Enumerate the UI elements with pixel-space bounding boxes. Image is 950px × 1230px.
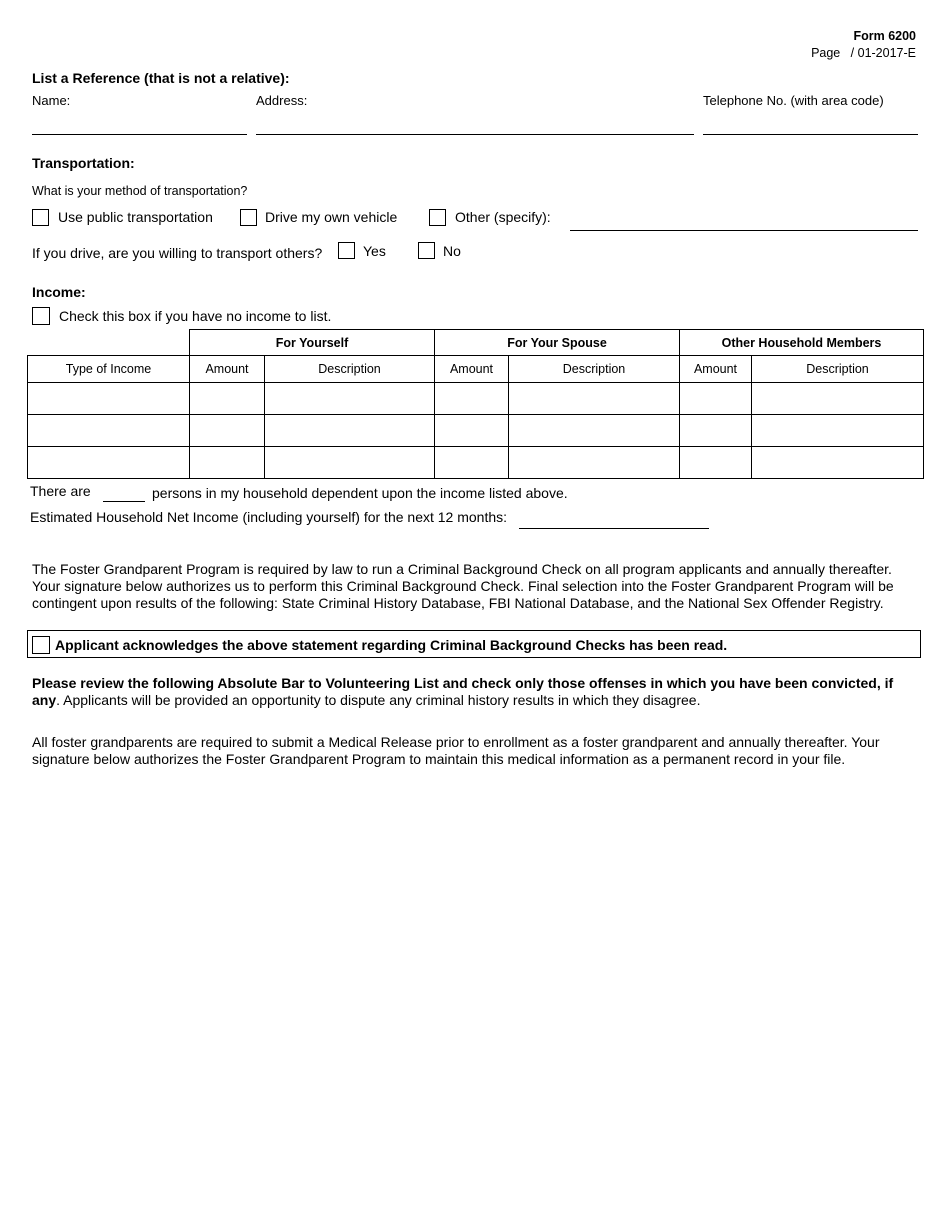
income-table (27, 329, 924, 479)
column-header-type: Type of Income (28, 356, 190, 383)
group-header-yourself: For Yourself (190, 330, 435, 356)
dependents-label-after: persons in my household dependent upon the income listed above. (152, 485, 568, 501)
table-cell[interactable] (190, 447, 265, 479)
medical-release-paragraph: All foster grandparents are required to submit a Medical Release prior to enrollment as a foster grandparent and annually thereafter. Your signature below authorizes the Foster Grandparent Program to maintain this medical information as a permanent record in your file. (32, 734, 880, 767)
no-income-label: Check this box if you have no income to list. (59, 308, 332, 324)
absolute-bar-instruction: Please review the following Absolute Bar to Volunteering List and check only those offenses in which you have been convicted, if any (32, 675, 894, 708)
no-income-checkbox[interactable] (32, 307, 50, 325)
column-header-description: Description (752, 356, 924, 383)
table-cell[interactable] (680, 447, 752, 479)
table-cell[interactable] (435, 383, 509, 415)
net-income-field[interactable] (519, 528, 709, 529)
table-cell[interactable] (752, 383, 924, 415)
other-transport-label: Other (specify): (455, 209, 551, 225)
column-header-amount: Amount (435, 356, 509, 383)
table-cell[interactable] (752, 447, 924, 479)
reference-name-label: Name: (32, 93, 71, 108)
table-row (28, 383, 924, 415)
table-cell[interactable] (265, 447, 435, 479)
transport-others-question: If you drive, are you willing to transport others? (32, 245, 323, 261)
background-check-paragraph: The Foster Grandparent Program is required by law to run a Criminal Background Check on all program applicants and annually thereafter. Your signature below authorizes us to perform this Criminal Background Check. Final selection into the Foster Grandparent Program will be contingent upon results of the following: State Criminal History Database, FBI National Database, and the National Sex Offender Registry. (32, 561, 894, 611)
group-header-spouse: For Your Spouse (435, 330, 680, 356)
column-header-amount: Amount (190, 356, 265, 383)
public-transportation-checkbox[interactable] (32, 209, 49, 226)
transport-yes-label: Yes (363, 243, 386, 259)
table-cell[interactable] (680, 383, 752, 415)
public-transportation-label: Use public transportation (58, 209, 213, 225)
reference-address-label: Address: (256, 93, 308, 108)
table-cell[interactable] (435, 447, 509, 479)
absolute-bar-paragraph (32, 675, 912, 709)
table-cell[interactable] (509, 383, 680, 415)
acknowledgement-checkbox[interactable] (32, 636, 50, 654)
income-heading: Income: (32, 284, 86, 300)
reference-phone-label: Telephone No. (with area code) (703, 93, 884, 108)
column-header-amount: Amount (680, 356, 752, 383)
table-corner (28, 330, 190, 356)
transport-yes-checkbox[interactable] (338, 242, 355, 259)
transport-no-label: No (443, 243, 461, 259)
dependents-label-before: There are (30, 483, 91, 499)
table-cell[interactable] (509, 447, 680, 479)
column-header-description: Description (509, 356, 680, 383)
transport-no-checkbox[interactable] (418, 242, 435, 259)
own-vehicle-checkbox[interactable] (240, 209, 257, 226)
net-income-label: Estimated Household Net Income (including yourself) for the next 12 months: (30, 509, 508, 525)
transportation-question: What is your method of transportation? (32, 184, 248, 198)
table-row (28, 415, 924, 447)
table-cell[interactable] (680, 415, 752, 447)
column-header-description: Description (265, 356, 435, 383)
table-cell[interactable] (190, 415, 265, 447)
group-header-household: Other Household Members (680, 330, 924, 356)
other-transport-field[interactable] (570, 230, 918, 231)
table-cell[interactable] (28, 383, 190, 415)
table-cell[interactable] (435, 415, 509, 447)
absolute-bar-note: . Applicants will be provided an opportunity to dispute any criminal history results in which they disagree. (56, 692, 701, 708)
page-number: Page / 01-2017-E (811, 46, 916, 60)
reference-heading: List a Reference (that is not a relative): (32, 70, 290, 86)
table-cell[interactable] (265, 383, 435, 415)
table-cell[interactable] (752, 415, 924, 447)
reference-phone-field[interactable] (703, 134, 918, 135)
form-number: Form 6200 (853, 29, 916, 43)
table-cell[interactable] (190, 383, 265, 415)
own-vehicle-label: Drive my own vehicle (265, 209, 398, 225)
table-cell[interactable] (509, 415, 680, 447)
reference-name-field[interactable] (32, 134, 247, 135)
table-cell[interactable] (265, 415, 435, 447)
table-cell[interactable] (28, 415, 190, 447)
table-cell[interactable] (28, 447, 190, 479)
transportation-heading: Transportation: (32, 155, 135, 171)
table-row (28, 447, 924, 479)
acknowledgement-label: Applicant acknowledges the above statement regarding Criminal Background Checks has been read. (55, 637, 728, 653)
other-transport-checkbox[interactable] (429, 209, 446, 226)
dependents-count-field[interactable] (103, 501, 145, 502)
reference-address-field[interactable] (256, 134, 694, 135)
